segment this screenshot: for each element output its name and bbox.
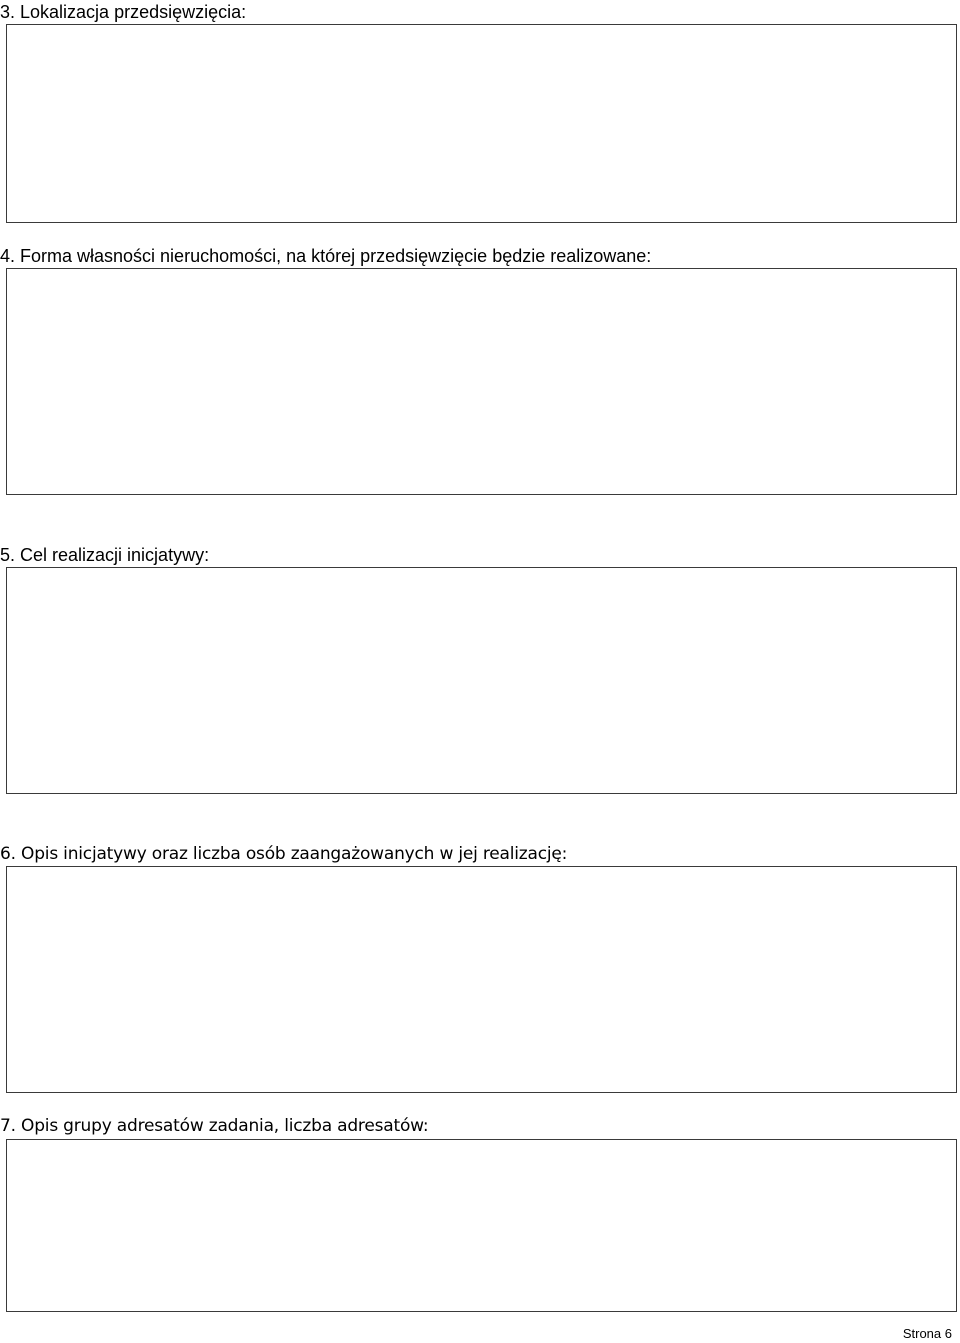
page-number: Strona 6 [902, 1326, 952, 1341]
section-5-field[interactable] [6, 567, 957, 794]
section-5-label: 5. Cel realizacji inicjatywy: [0, 545, 210, 565]
section-7-field[interactable] [6, 1139, 957, 1312]
section-6-label: 6. Opis inicjatywy oraz liczba osób zaangażowanych w jej realizację: [0, 844, 568, 864]
section-7-label: 7. Opis grupy adresatów zadania, liczba adresatów: [0, 1116, 429, 1136]
section-4-label: 4. Forma własności nieruchomości, na której przedsięwzięcie będzie realizowane: [0, 246, 652, 266]
section-6-field[interactable] [6, 866, 957, 1093]
section-3-label: 3. Lokalizacja przedsięwzięcia: [0, 2, 247, 22]
section-4-field[interactable] [6, 268, 957, 495]
section-3-field[interactable] [6, 24, 957, 223]
